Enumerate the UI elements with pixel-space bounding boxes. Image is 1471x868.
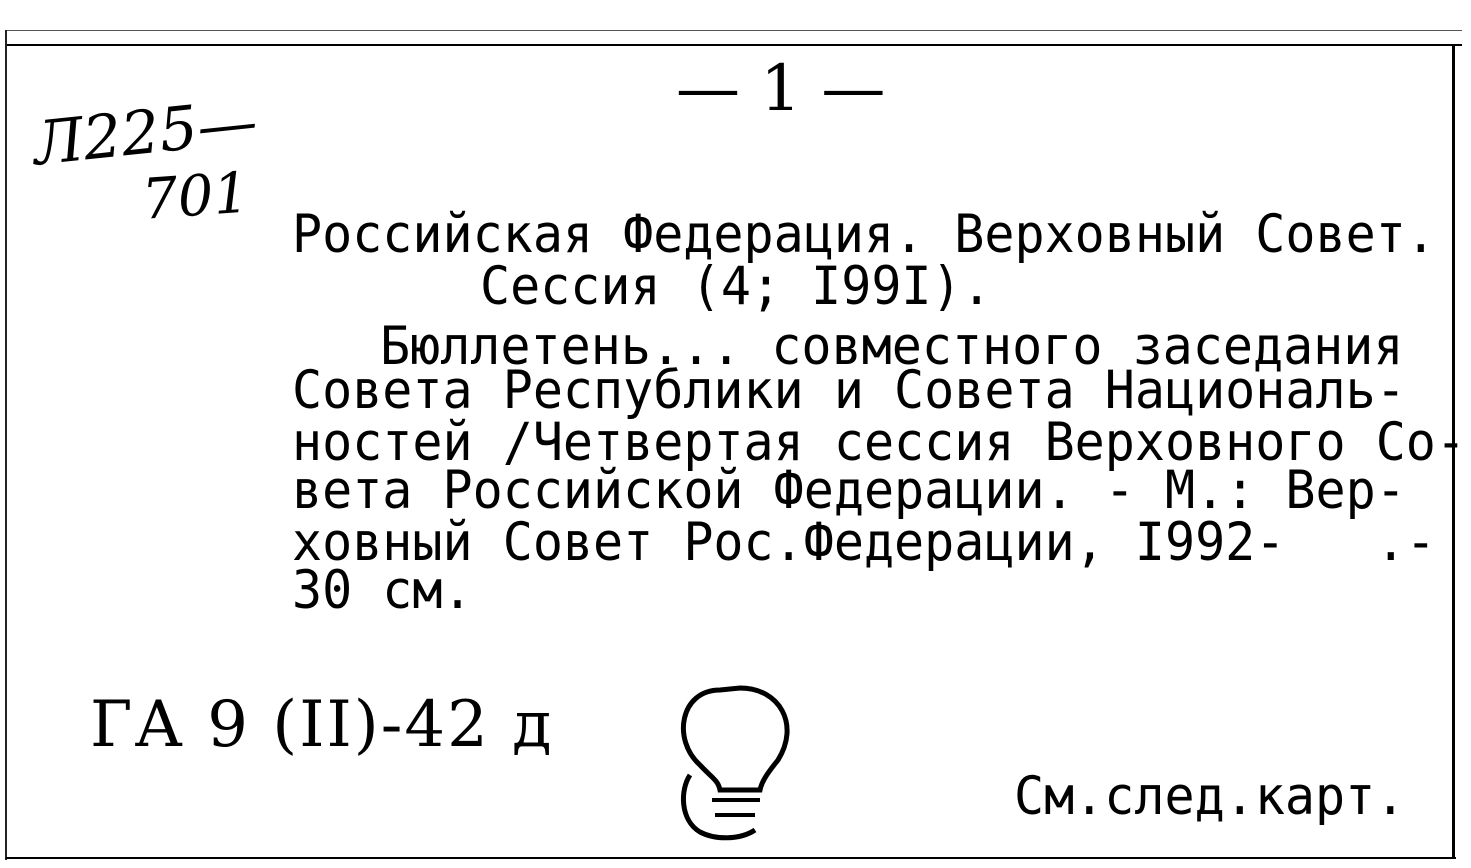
page-number: — 1 — [676, 52, 886, 126]
session-line: Сессия (4; I99I). [480, 255, 992, 317]
heading-line: Российская Федерация. Верховный Совет. [292, 203, 1436, 265]
title-line-1: Бюллетень... совместного заседания [380, 315, 1404, 377]
see-next-card-note: См.след.карт. [1014, 765, 1406, 827]
title-line-2: Совета Республики и Совета Националь- [292, 359, 1406, 421]
imprint-line: ховный Совет Рос.Федерации, I992- .- [292, 511, 1436, 573]
call-number-line-2: 701 [140, 160, 252, 233]
title-line-3: ностей /Четвертая сессия Верховного Со- [292, 411, 1466, 473]
shelfmark: ГА 9 (II)-42 д [90, 688, 554, 762]
call-number-line-1: Л225— [30, 86, 261, 180]
size-line: 30 см. [292, 559, 473, 621]
title-line-4: вета Российской Федерации. - М.: Вер- [292, 459, 1406, 521]
